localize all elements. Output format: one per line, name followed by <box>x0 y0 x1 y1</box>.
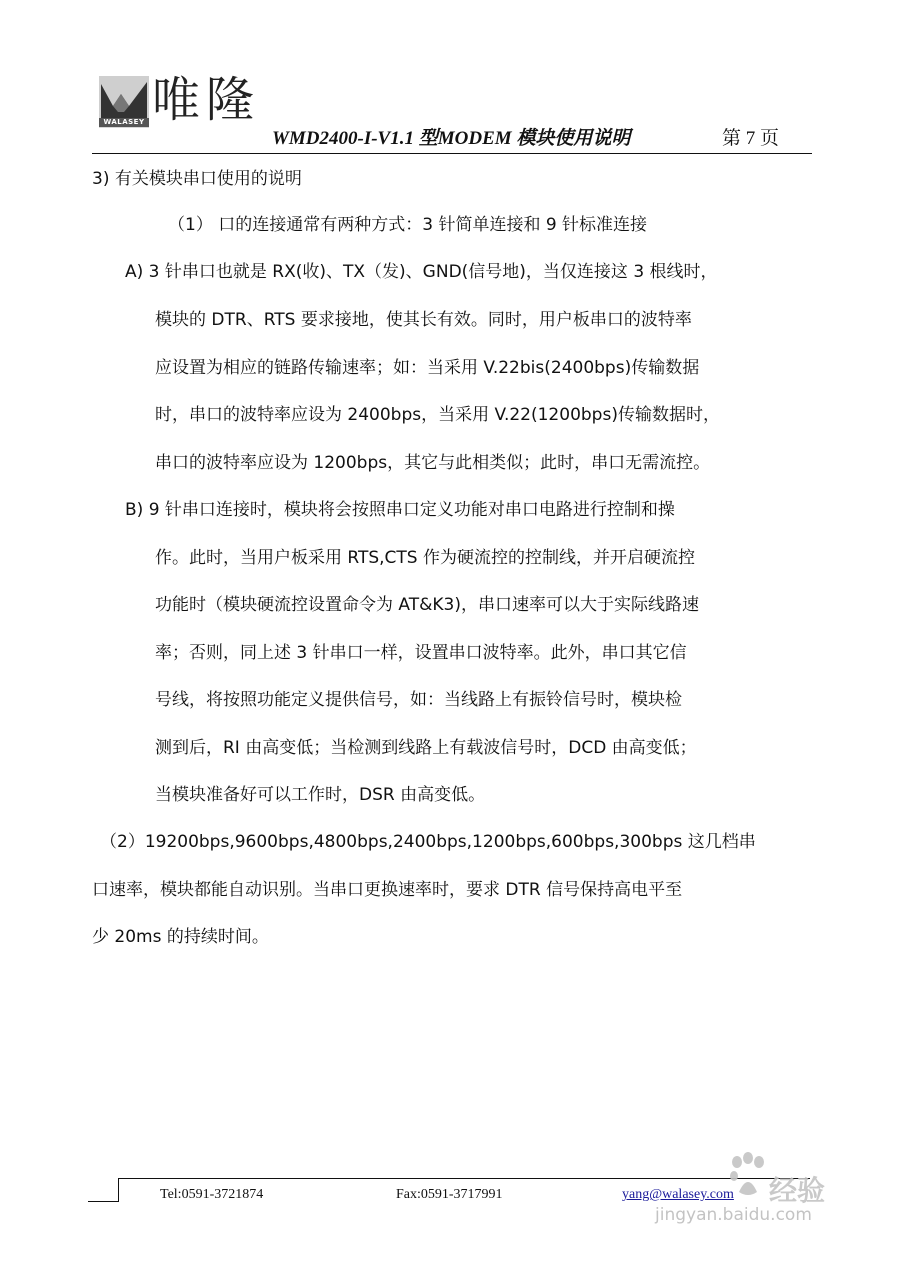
watermark <box>655 1150 860 1240</box>
footer-tel: Tel:0591-3721874 <box>160 1187 264 1202</box>
footer-divider-vertical <box>118 1178 119 1202</box>
paragraph-line: 当模块准备好可以工作时，DSR 由高变低。 <box>155 785 486 805</box>
paragraph-line: 应设置为相应的链路传输速率；如：当采用 V.22bis(2400bps)传输数据 <box>155 358 700 378</box>
section-heading: 3) 有关模块串口使用的说明 <box>92 169 302 189</box>
paragraph-line: 口速率，模块都能自动识别。当串口更换速率时，要求 DTR 信号保持高电平至 <box>92 880 683 900</box>
footer-divider-left <box>88 1201 119 1202</box>
logo-chinese-name: 唯隆 <box>152 72 261 128</box>
paw-logo-icon <box>729 1152 767 1198</box>
company-logo <box>99 76 149 128</box>
page-number: 第 7 页 <box>722 128 780 149</box>
paragraph-line: 率；否则，同上述 3 针串口一样，设置串口波特率。此外，串口其它信 <box>155 643 687 663</box>
paragraph-line: 作。此时，当用户板采用 RTS,CTS 作为硬流控的控制线，并开启硬流控 <box>155 548 696 568</box>
paragraph-line: 功能时（模块硬流控设置命令为 AT&K3)，串口速率可以大于实际线路速 <box>155 595 699 615</box>
paragraph-line: 测到后，RI 由高变低；当检测到线路上有载波信号时，DCD 由高变低； <box>155 738 697 758</box>
paragraph-line: 串口的波特率应设为 1200bps，其它与此相类似；此时，串口无需流控。 <box>155 453 711 473</box>
paragraph-line: B) 9 针串口连接时，模块将会按照串口定义功能对串口电路进行控制和操 <box>125 500 675 520</box>
document-title: WMD2400-I-V1.1 型MODEM 模块使用说明 <box>272 128 631 149</box>
logo-wordmark: WALASEY <box>99 118 149 127</box>
logo-mountain-icon <box>99 76 149 120</box>
footer-fax: Fax:0591-3717991 <box>396 1187 503 1202</box>
paragraph-line: （1） 口的连接通常有两种方式：3 针简单连接和 9 针标准连接 <box>168 215 648 235</box>
watermark-url: jingyan.baidu.com <box>655 1205 812 1225</box>
paragraph-line: 少 20ms 的持续时间。 <box>92 927 269 947</box>
paragraph-line: 模块的 DTR、RTS 要求接地，使其长有效。同时，用户板串口的波特率 <box>155 310 692 330</box>
paragraph-line: 时，串口的波特率应设为 2400bps，当采用 V.22(1200bps)传输数据时， <box>155 405 720 425</box>
watermark-brand: 经验 <box>769 1174 826 1207</box>
paragraph-line: 号线，将按照功能定义提供信号，如：当线路上有振铃信号时，模块检 <box>155 690 682 710</box>
paragraph-line: A) 3 针串口也就是 RX(收)、TX（发)、GND(信号地)，当仅连接这 3 根线时， <box>125 262 718 282</box>
paragraph-line: （2）19200bps,9600bps,4800bps,2400bps,1200bps,600bps,300bps 这几档串 <box>100 832 756 852</box>
footer-email-link[interactable]: yang@walasey.com <box>622 1187 734 1202</box>
header-divider <box>92 153 812 154</box>
